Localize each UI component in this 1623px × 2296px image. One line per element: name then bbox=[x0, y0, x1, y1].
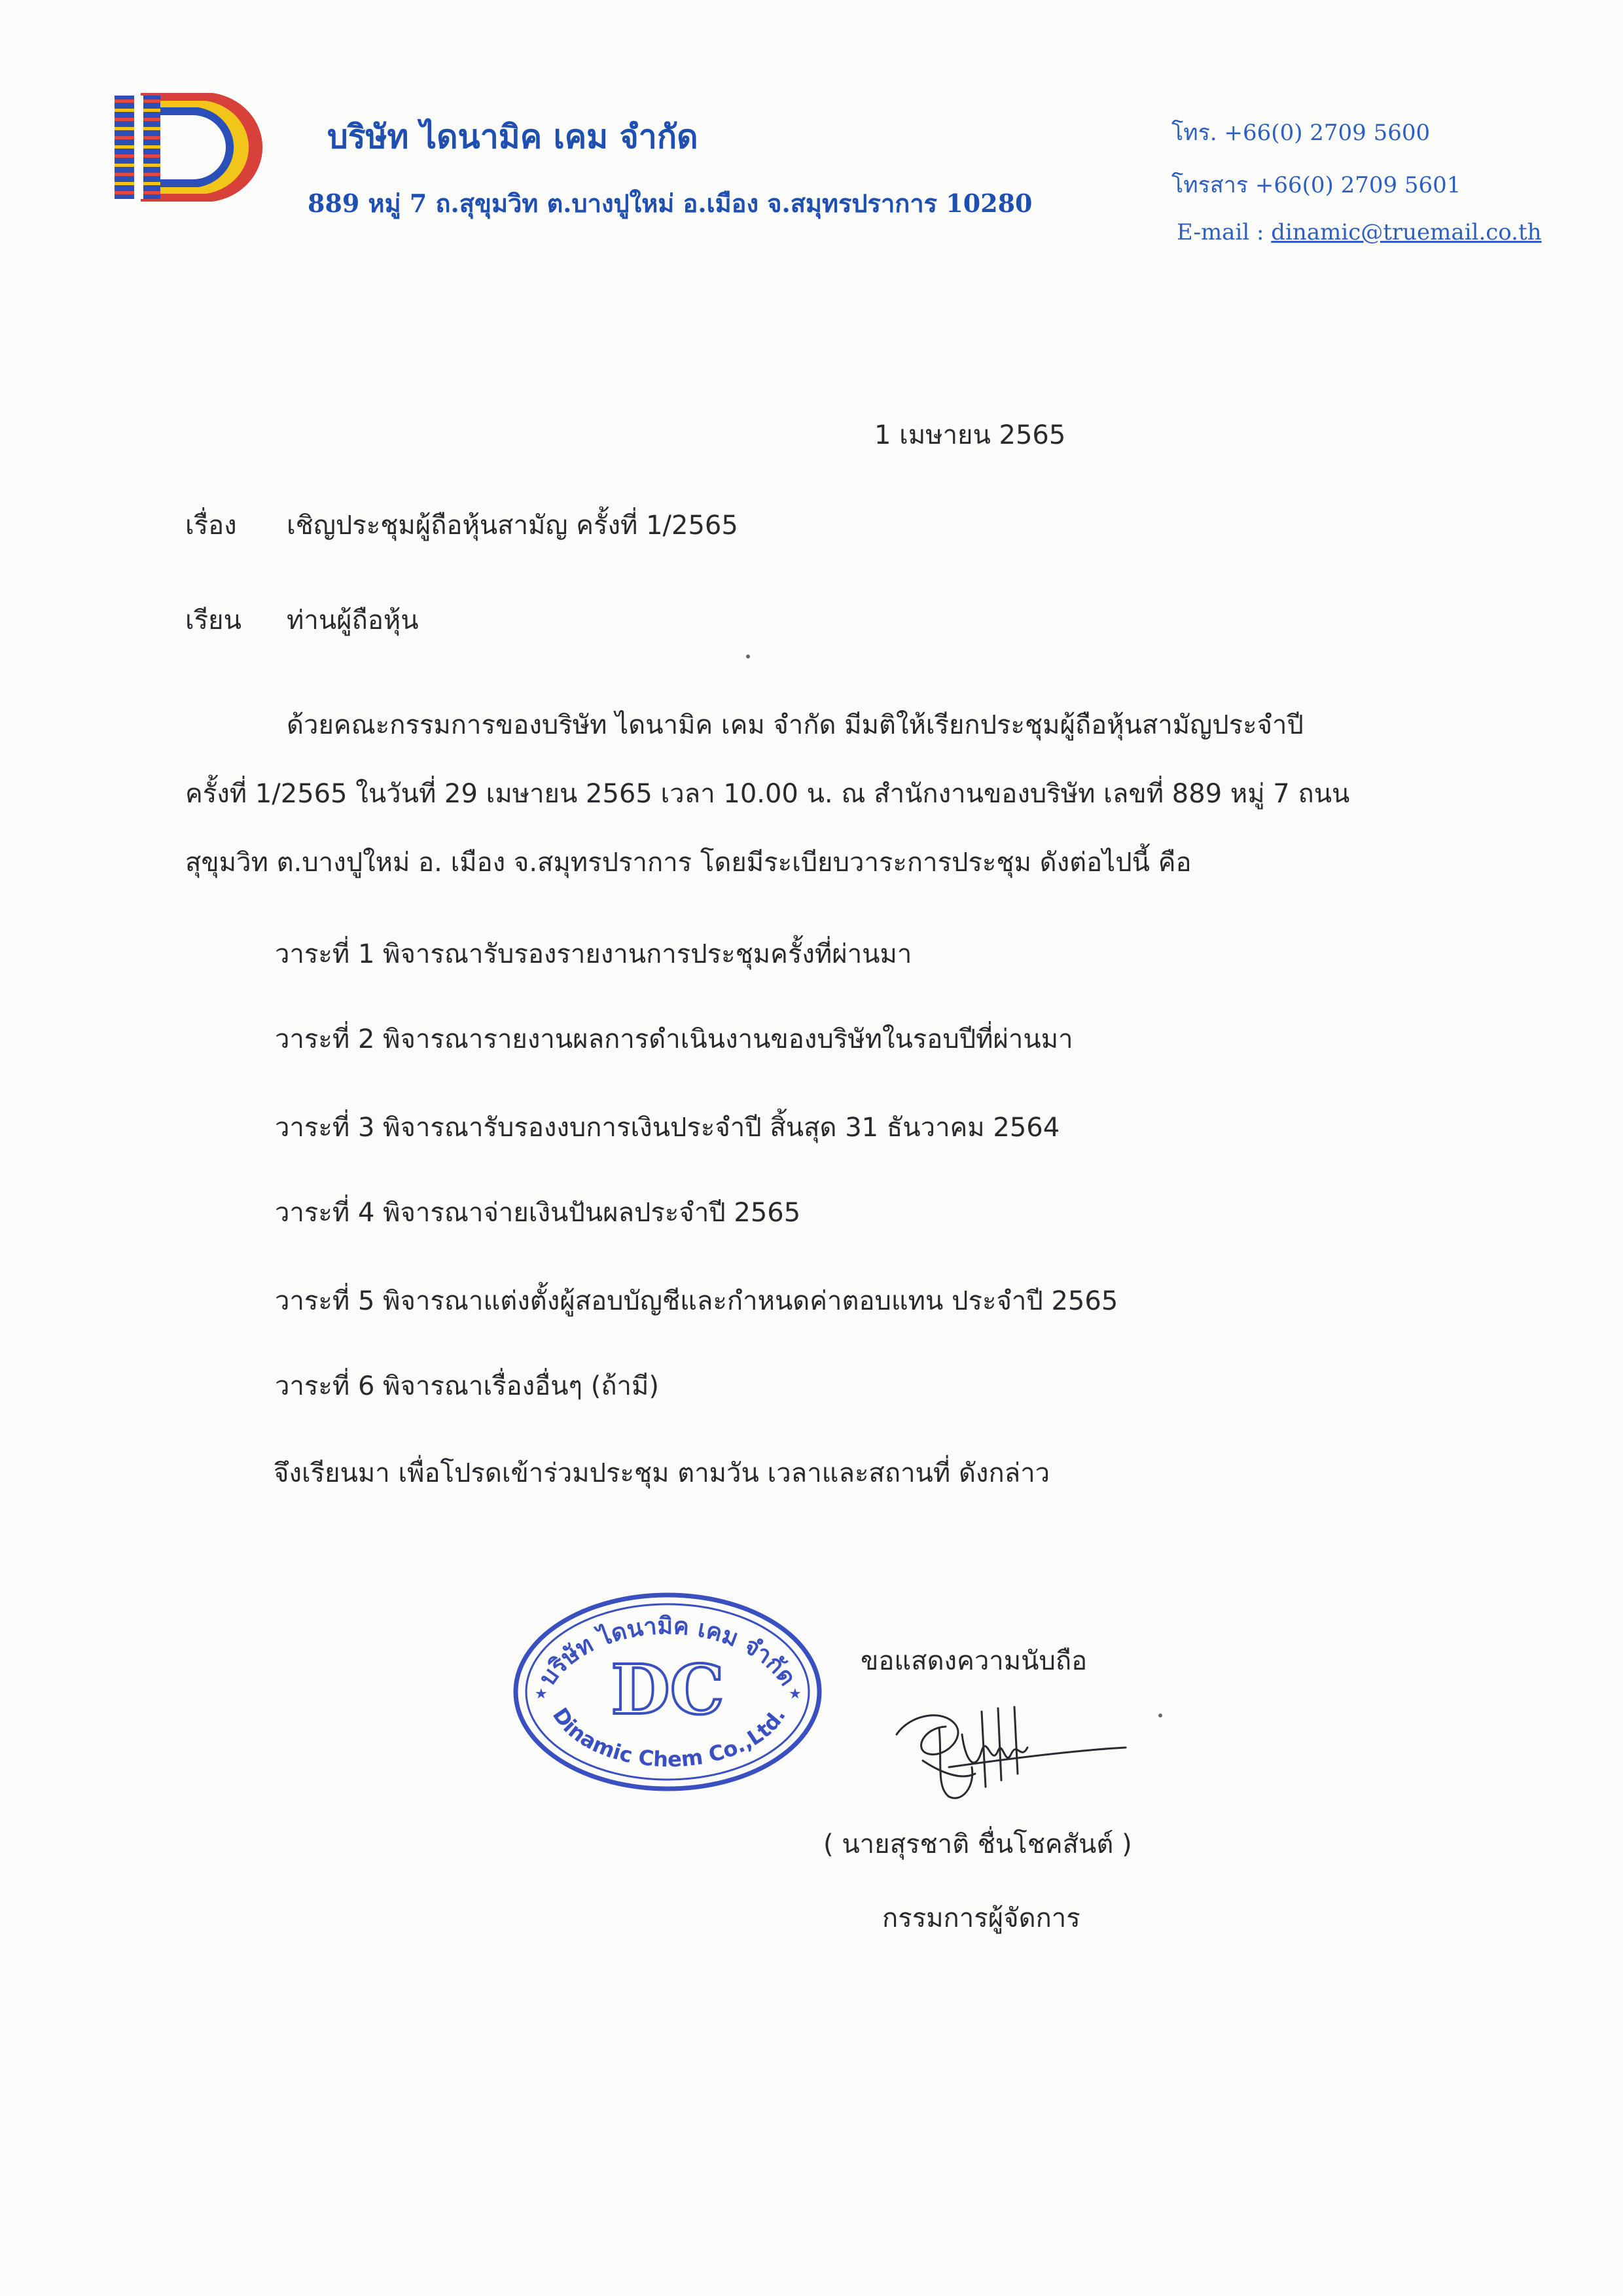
company-stamp bbox=[507, 1584, 828, 1793]
company-name: บริษัท ไดนามิค เคม จำกัด bbox=[327, 117, 698, 156]
contact-email bbox=[1177, 219, 1542, 245]
stamp-star-icon: ★ bbox=[535, 1686, 548, 1702]
email-label: E-mail : bbox=[1177, 219, 1272, 245]
stamp-bottom-text: Dinamic Chem Co.,Ltd. bbox=[547, 1703, 791, 1772]
recipient-label: เรียน bbox=[185, 605, 241, 636]
stamp-star-icon: ★ bbox=[789, 1686, 802, 1702]
subject-text: เชิญประชุมผู้ถือหุ้นสามัญ ครั้งที่ 1/2565 bbox=[287, 511, 738, 541]
paragraph-line: ครั้งที่ 1/2565 ในวันที่ 29 เมษายน 2565 เวลา 10.00 น. ณ สำนักงานของบริษัท เลขที่ 889 หมู่ 7 ถนน bbox=[185, 779, 1350, 809]
subject-label: เรื่อง bbox=[185, 511, 237, 541]
paragraph-line: สุขุมวิท ต.บางปูใหม่ อ. เมือง จ.สมุทรปราการ โดยมีระเบียบวาระการประชุม ดังต่อไปนี้ คือ bbox=[185, 848, 1192, 878]
contact-phone: โทร. +66(0) 2709 5600 bbox=[1171, 120, 1431, 146]
closing-line: จึงเรียนมา เพื่อโปรดเข้าร่วมประชุม ตามวัน เวลาและสถานที่ ดังกล่าว bbox=[274, 1458, 1050, 1488]
paragraph-line: ด้วยคณะกรรมการของบริษัท ไดนามิค เคม จำกัด มีมติให้เรียกประชุมผู้ถือหุ้นสามัญประจำปี bbox=[287, 710, 1304, 740]
recipient-text: ท่านผู้ถือหุ้น bbox=[287, 605, 419, 636]
stamp-top-text: บริษัท ไดนามิค เคม จำกัด bbox=[533, 1613, 802, 1691]
agenda-item: วาระที่ 1 พิจารณารับรองรายงานการประชุมครั้งที่ผ่านมา bbox=[275, 939, 912, 969]
letter-date: 1 เมษายน 2565 bbox=[874, 420, 1066, 450]
dc-logo-icon bbox=[115, 92, 283, 203]
agenda-item: วาระที่ 5 พิจารณาแต่งตั้งผู้สอบบัญชีและกำหนดค่าตอบแทน ประจำปี 2565 bbox=[275, 1286, 1118, 1316]
handwritten-signature-icon bbox=[883, 1689, 1132, 1820]
scan-speck bbox=[746, 655, 750, 658]
signer-position: กรรมการผู้จัดการ bbox=[882, 1903, 1080, 1933]
email-link[interactable]: dinamic@truemail.co.th bbox=[1271, 219, 1542, 245]
scan-speck bbox=[1158, 1713, 1162, 1717]
regards-line: ขอแสดงความนับถือ bbox=[861, 1646, 1088, 1676]
signer-name: ( นายสุรชาติ ชื่นโชคสันต์ ) bbox=[823, 1829, 1132, 1859]
company-address: 889 หมู่ 7 ถ.สุขุมวิท ต.บางปูใหม่ อ.เมือง จ.สมุทรปราการ 10280 bbox=[308, 188, 1033, 218]
stamp-monogram: DC bbox=[611, 1649, 724, 1730]
agenda-item: วาระที่ 4 พิจารณาจ่ายเงินปันผลประจำปี 2565 bbox=[275, 1198, 801, 1228]
agenda-item: วาระที่ 6 พิจารณาเรื่องอื่นๆ (ถ้ามี) bbox=[275, 1371, 659, 1401]
agenda-item: วาระที่ 3 พิจารณารับรองงบการเงินประจำปี สิ้นสุด 31 ธันวาคม 2564 bbox=[275, 1113, 1060, 1143]
agenda-item: วาระที่ 2 พิจารณารายงานผลการดำเนินงานของบริษัทในรอบปีที่ผ่านมา bbox=[275, 1024, 1073, 1054]
contact-fax: โทรสาร +66(0) 2709 5601 bbox=[1171, 172, 1461, 198]
